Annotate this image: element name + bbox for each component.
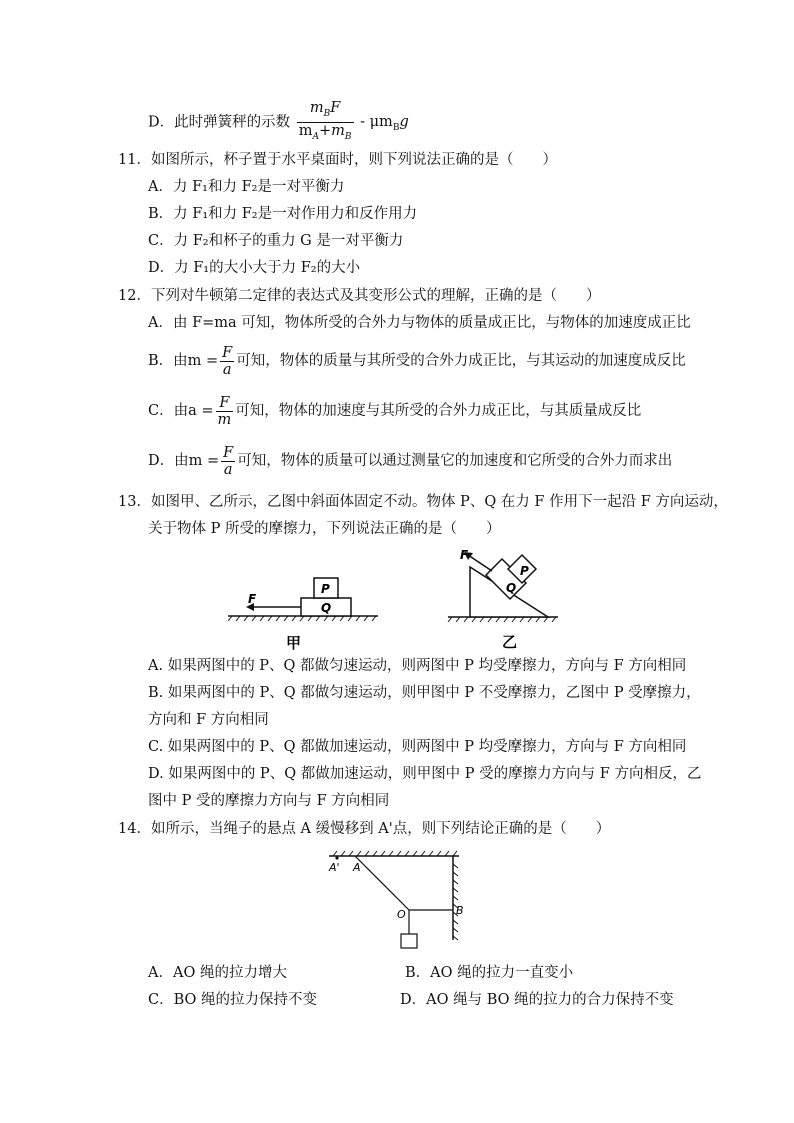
label-f-yi: F [460, 548, 469, 562]
q12-option-b[interactable]: B．由m = $\frac{F}{a}$ 可知，物体的质量与其所受的合外力成正比，与其运动的加速度成反比 [148, 344, 686, 378]
label-p-yi: P [520, 564, 529, 578]
q10-d-prefix: D．此时弹簧秤的示数 [148, 114, 291, 131]
q13-figure-yi [440, 545, 560, 655]
label-q-jia: Q [321, 601, 332, 615]
label-p-jia: P [321, 582, 330, 596]
weight-block [401, 934, 417, 948]
q14-option-c[interactable]: C．BO 绳的拉力保持不变 [148, 992, 318, 1008]
q14-option-d[interactable]: D．AO 绳与 BO 绳的拉力的合力保持不变 [400, 992, 674, 1008]
q11-option-d[interactable]: D．力 F₁的大小大于力 F₂的大小 [148, 260, 361, 276]
q13-option-d-line1[interactable]: D. 如果两图中的 P、Q 都做加速运动，则甲图中 P 受的摩擦力方向与 F 方向相反，乙 [148, 766, 702, 782]
q12-option-d[interactable]: D．由m = $\frac{F}{a}$ 可知，物体的质量可以通过测量它的加速度和它所受的合外力而求出 [148, 444, 673, 478]
q14-figure [325, 848, 465, 958]
label-a-prime: A' [329, 861, 340, 874]
q10-option-d [148, 100, 409, 145]
q13-option-c[interactable]: C. 如果两图中的 P、Q 都做加速运动，则两图中 P 均受摩擦力，方向与 F 方向相同 [148, 739, 687, 755]
q13-figure-jia [228, 570, 378, 655]
label-a: A [353, 861, 361, 874]
q13-option-d-line2: 图中 P 受的摩擦力方向与 F 方向相同 [148, 793, 390, 809]
q14-option-a[interactable]: A．AO 绳的拉力增大 [148, 965, 287, 981]
rope-ao [355, 856, 409, 910]
label-o: O [397, 908, 406, 921]
caption-yi: 乙 [502, 633, 518, 651]
q11-option-b[interactable]: B．力 F₁和力 F₂是一对作用力和反作用力 [148, 206, 418, 222]
q13-option-b-line2: 方向和 F 方向相同 [148, 712, 269, 728]
q11-stem: 11．如图所示，杯子置于水平桌面时，则下列说法正确的是（ ） [118, 152, 557, 168]
q13-stem-line1: 13．如图甲、乙所示，乙图中斜面体固定不动。物体 P、Q 在力 F 作用下一起沿 F 方向运动， [118, 494, 728, 510]
label-b: B [456, 904, 464, 917]
q12-option-c[interactable]: C．由a = $\frac{F}{m}$ 可知，物体的加速度与其所受的合外力成正比，与其质量成反比 [148, 394, 642, 428]
q13-option-a[interactable]: A. 如果两图中的 P、Q 都做匀速运动，则两图中 P 均受摩擦力，方向与 F 方向相同 [148, 658, 687, 674]
caption-jia: 甲 [286, 634, 302, 652]
q14-stem: 14．如所示，当绳子的悬点 A 缓慢移到 A'点，则下列结论正确的是（ ） [118, 821, 611, 837]
label-q-yi: Q [506, 581, 517, 595]
q12-stem: 12．下列对牛顿第二定律的表达式及其变形公式的理解，正确的是（ ） [118, 288, 601, 304]
q13-option-b-line1[interactable]: B. 如果两图中的 P、Q 都做匀速运动，则甲图中 P 不受摩擦力，乙图中 P 受摩擦力， [148, 685, 701, 701]
q12-option-a[interactable]: A．由 F=ma 可知，物体所受的合外力与物体的质量成正比，与物体的加速度成正比 [148, 315, 691, 331]
q14-option-b[interactable]: B．AO 绳的拉力一直变小 [405, 965, 574, 981]
q11-option-c[interactable]: C．力 F₂和杯子的重力 G 是一对平衡力 [148, 233, 404, 249]
label-f-jia: F [248, 592, 257, 606]
q10-d-suffix: - $\mu m_Bg$ [360, 114, 409, 134]
q11-option-a[interactable]: A．力 F₁和力 F₂是一对平衡力 [148, 179, 345, 195]
q10-d-fraction: $\frac{m_BF}{m_A+m_B}$ [298, 100, 352, 142]
q13-stem-line2: 关于物体 P 所受的摩擦力，下列说法正确的是（ ） [148, 521, 501, 537]
